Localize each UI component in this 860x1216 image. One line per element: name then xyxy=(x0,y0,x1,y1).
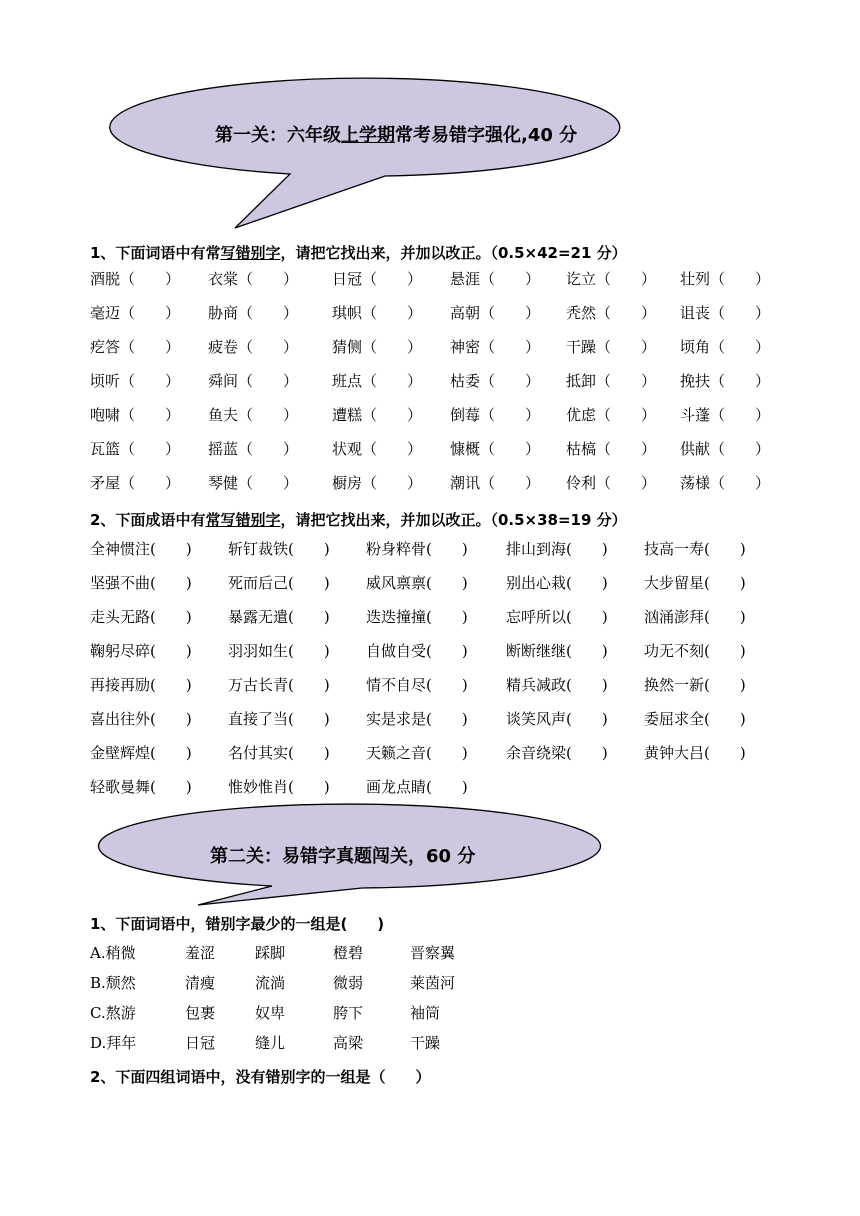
word-item: 悬涯（ ） xyxy=(450,270,541,288)
word-item: 讫立（ ） xyxy=(566,270,657,288)
idiom-item: 直接了当( ) xyxy=(228,710,330,728)
word-item: 胁商（ ） xyxy=(208,304,299,322)
word-item: 诅丧（ ） xyxy=(680,304,771,322)
word-item: 班点（ ） xyxy=(332,372,423,390)
idiom-item: 轻歌曼舞( ) xyxy=(90,778,192,796)
idiom-item: 再接再励( ) xyxy=(90,676,192,694)
option-word: 缝儿 xyxy=(255,1034,286,1052)
option-label: B.颓然 xyxy=(90,974,136,992)
option-word: 奴卑 xyxy=(255,1004,286,1022)
option-word: 橙碧 xyxy=(333,944,364,962)
option-word: 胯下 xyxy=(333,1004,364,1022)
idiom-item: 斩钉裁铁( ) xyxy=(228,540,330,558)
word-item: 秃然（ ） xyxy=(566,304,657,322)
idiom-item: 自做自受( ) xyxy=(366,642,468,660)
idiom-item: 喜出往外( ) xyxy=(90,710,192,728)
option-word: 羞涩 xyxy=(185,944,216,962)
word-item: 抵卸（ ） xyxy=(566,372,657,390)
idiom-item: 委屈求全( ) xyxy=(644,710,746,728)
option-label: A.稍微 xyxy=(90,944,136,962)
word-item: 橱房（ ） xyxy=(332,474,423,492)
idiom-item: 忘呼所以( ) xyxy=(506,608,608,626)
word-item: 壮列（ ） xyxy=(680,270,771,288)
idiom-item: 大步留星( ) xyxy=(644,574,746,592)
word-item: 舜间（ ） xyxy=(208,372,299,390)
idiom-item: 排山到海( ) xyxy=(506,540,608,558)
idiom-item: 万古长青( ) xyxy=(228,676,330,694)
word-item: 枯委（ ） xyxy=(450,372,541,390)
idiom-item: 金壁辉煌( ) xyxy=(90,744,192,762)
option-word: 包裹 xyxy=(185,1004,216,1022)
speech-bubble-level-1 xyxy=(110,78,620,228)
option-word: 高梁 xyxy=(333,1034,364,1052)
word-item: 毫迈（ ） xyxy=(90,304,181,322)
level-1-title: 第一关：六年级上学期常考易错字强化,40 分 xyxy=(215,125,578,146)
idiom-item: 羽羽如生( ) xyxy=(228,642,330,660)
word-item: 疙答（ ） xyxy=(90,338,181,356)
idiom-item: 走头无路( ) xyxy=(90,608,192,626)
word-item: 日冠（ ） xyxy=(332,270,423,288)
word-item: 疲卷（ ） xyxy=(208,338,299,356)
word-item: 伶利（ ） xyxy=(566,474,657,492)
idiom-item: 换然一新( ) xyxy=(644,676,746,694)
word-item: 供献（ ） xyxy=(680,440,771,458)
idiom-item: 功无不刻( ) xyxy=(644,642,746,660)
word-item: 酒脱（ ） xyxy=(90,270,181,288)
idiom-item: 精兵减政( ) xyxy=(506,676,608,694)
word-item: 摇蓝（ ） xyxy=(208,440,299,458)
word-item: 衣棠（ ） xyxy=(208,270,299,288)
idiom-item: 画龙点睛( ) xyxy=(366,778,468,796)
word-item: 状观（ ） xyxy=(332,440,423,458)
idiom-item: 天籁之音( ) xyxy=(366,744,468,762)
word-item: 高朝（ ） xyxy=(450,304,541,322)
word-item: 鱼夫（ ） xyxy=(208,406,299,424)
word-item: 潮讯（ ） xyxy=(450,474,541,492)
word-item: 干躁（ ） xyxy=(566,338,657,356)
word-item: 顷听（ ） xyxy=(90,372,181,390)
word-item: 猜侧（ ） xyxy=(332,338,423,356)
word-item: 琪帜（ ） xyxy=(332,304,423,322)
option-label: D.拜年 xyxy=(90,1034,137,1052)
option-word: 袖筒 xyxy=(410,1004,441,1022)
word-item: 慷概（ ） xyxy=(450,440,541,458)
idiom-item: 汹涌澎拜( ) xyxy=(644,608,746,626)
question-3-heading: 1、下面词语中，错别字最少的一组是( ) xyxy=(90,915,385,933)
option-word: 流淌 xyxy=(255,974,286,992)
word-item: 咆啸（ ） xyxy=(90,406,181,424)
idiom-item: 全神惯注( ) xyxy=(90,540,192,558)
word-item: 挽扶（ ） xyxy=(680,372,771,390)
idiom-item: 坚强不曲( ) xyxy=(90,574,192,592)
idiom-item: 余音绕梁( ) xyxy=(506,744,608,762)
question-4-heading: 2、下面四组词语中，没有错别字的一组是（ ） xyxy=(90,1068,431,1086)
idiom-item: 技高一寿( ) xyxy=(644,540,746,558)
word-item: 矛屋（ ） xyxy=(90,474,181,492)
idiom-item: 惟妙惟肖( ) xyxy=(228,778,330,796)
idiom-item: 断断继继( ) xyxy=(506,642,608,660)
word-item: 倒莓（ ） xyxy=(450,406,541,424)
idiom-item: 死而后己( ) xyxy=(228,574,330,592)
question-2-heading: 2、下面成语中有常写错别字，请把它找出来，并加以改正。（0.5×38=19 分） xyxy=(90,511,627,529)
option-word: 莱茵河 xyxy=(410,974,456,992)
word-item: 神密（ ） xyxy=(450,338,541,356)
question-1-heading: 1、下面词语中有常写错别字，请把它找出来，并加以改正。（0.5×42=21 分） xyxy=(90,244,627,262)
option-word: 日冠 xyxy=(185,1034,216,1052)
idiom-item: 实是求是( ) xyxy=(366,710,468,728)
idiom-item: 情不自尽( ) xyxy=(366,676,468,694)
idiom-item: 威风禀禀( ) xyxy=(366,574,468,592)
word-item: 枯槁（ ） xyxy=(566,440,657,458)
idiom-item: 别出心栽( ) xyxy=(506,574,608,592)
level-2-title: 第二关：易错字真题闯关，60 分 xyxy=(210,846,476,867)
idiom-item: 名付其实( ) xyxy=(228,744,330,762)
option-word: 晋察翼 xyxy=(410,944,456,962)
option-label: C.熬游 xyxy=(90,1004,136,1022)
idiom-item: 暴露无遣( ) xyxy=(228,608,330,626)
option-word: 踩脚 xyxy=(255,944,286,962)
word-item: 顷角（ ） xyxy=(680,338,771,356)
word-item: 斗蓬（ ） xyxy=(680,406,771,424)
idiom-item: 谈笑风声( ) xyxy=(506,710,608,728)
idiom-item: 鞠躬尽碎( ) xyxy=(90,642,192,660)
option-word: 清瘦 xyxy=(185,974,216,992)
idiom-item: 粉身粹骨( ) xyxy=(366,540,468,558)
idiom-item: 黄钟大吕( ) xyxy=(644,744,746,762)
word-item: 遭糕（ ） xyxy=(332,406,423,424)
word-item: 琴健（ ） xyxy=(208,474,299,492)
option-word: 干躁 xyxy=(410,1034,441,1052)
idiom-item: 迭迭撞撞( ) xyxy=(366,608,468,626)
option-word: 微弱 xyxy=(333,974,364,992)
word-item: 瓦篮（ ） xyxy=(90,440,181,458)
word-item: 优虑（ ） xyxy=(566,406,657,424)
word-item: 荡様（ ） xyxy=(680,474,771,492)
